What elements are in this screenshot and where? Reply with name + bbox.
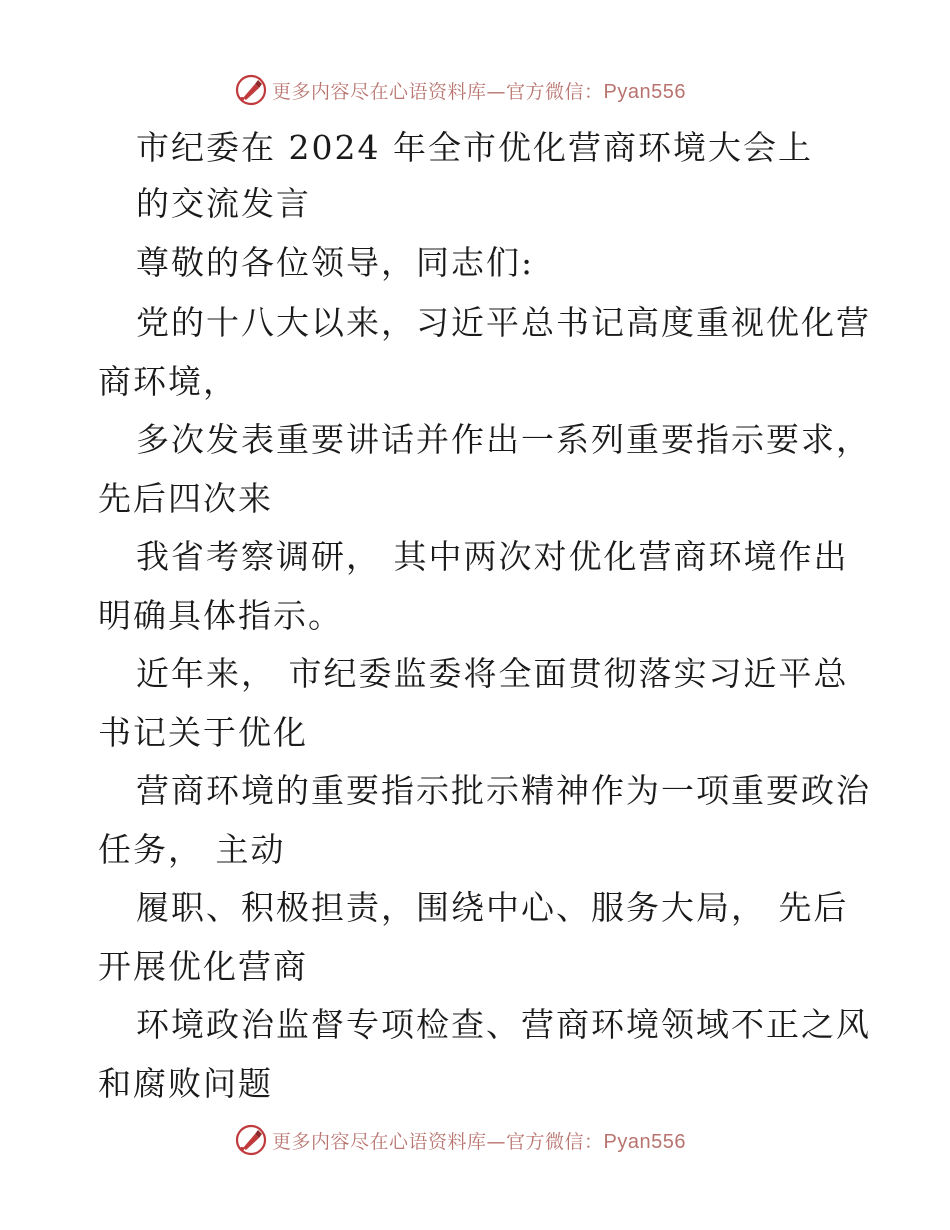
text-line: 书记关于优化 (98, 713, 308, 752)
text-line: 和腐败问题 (98, 1064, 273, 1103)
text-line: 我省考察调研， 其中两次对优化营商环境作出 (136, 537, 849, 576)
pen-nib-logo-icon (234, 73, 268, 107)
header-watermark (234, 72, 686, 108)
text-line: 开展优化营商 (98, 947, 308, 986)
text-line: 任务， 主动 (98, 830, 286, 869)
text-line: 的交流发言 (136, 184, 311, 223)
pen-nib-logo-icon (234, 1123, 268, 1157)
text-line: 明确具体指示。 (98, 596, 343, 635)
watermark-text: 更多内容尽在心语资料库—官方微信： (272, 80, 604, 103)
text-line: 尊敬的各位领导，同志们: (136, 243, 535, 282)
text-line: 环境政治监督专项检查、营商环境领域不正之风 (136, 1005, 871, 1044)
text-line: 多次发表重要讲话并作出一系列重要指示要求， (136, 420, 871, 459)
text-line: 党的十八大以来，习近平总书记高度重视优化营 (136, 303, 871, 342)
watermark-handle: Pyan556 (603, 1130, 686, 1153)
text-line: 近年来， 市纪委监委将全面贯彻落实习近平总 (136, 654, 849, 693)
watermark-text: 更多内容尽在心语资料库—官方微信： (272, 1130, 604, 1153)
text-line: 营商环境的重要指示批示精神作为一项重要政治 (136, 771, 871, 810)
text-line: 市纪委在 2024 年全市优化营商环境大会上 (136, 128, 813, 167)
text-line: 商环境， (98, 362, 238, 401)
watermark-handle: Pyan556 (603, 80, 686, 103)
footer-watermark (234, 1122, 686, 1158)
text-line: 先后四次来 (98, 479, 273, 518)
text-line: 履职、积极担责，围绕中心、服务大局， 先后 (136, 888, 849, 927)
